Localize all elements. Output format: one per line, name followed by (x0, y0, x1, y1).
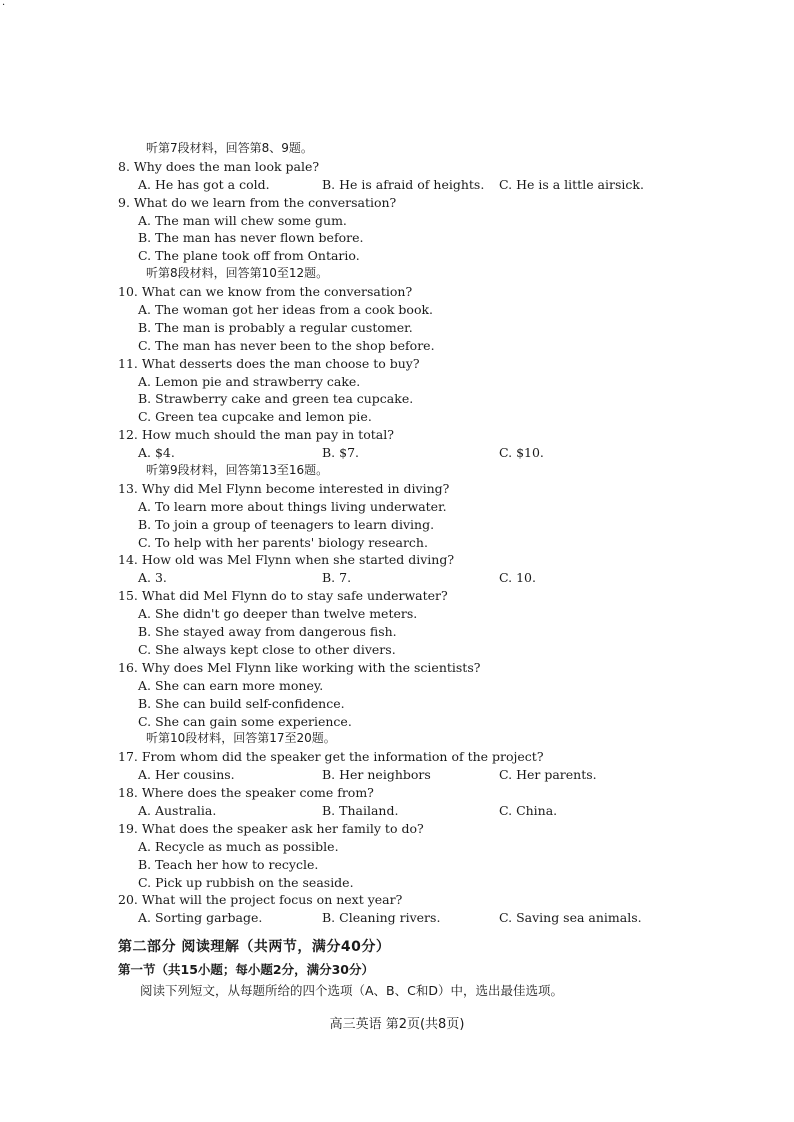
option-a: A. $4. (138, 445, 175, 461)
question-8-options (118, 176, 678, 194)
part-2-heading: 第二部分 阅读理解（共两节，满分40分） (118, 939, 391, 956)
question-11: 11. What desserts does the man choose to buy? (118, 355, 420, 371)
option-a: A. Her cousins. (138, 767, 235, 783)
option-c: C. She can gain some experience. (138, 713, 352, 729)
option-b: B. Thailand. (322, 802, 399, 818)
question-12-options (118, 444, 678, 462)
listening-section (118, 140, 678, 1001)
option-b: B. $7. (322, 445, 360, 461)
page-footer: 高三英语 第2页(共8页) (329, 1017, 465, 1032)
section-1-heading: 第一节（共15小题；每小题2分，满分30分） (118, 962, 374, 978)
option-b: B. The man is probably a regular customer. (138, 319, 413, 335)
option-b: B. Her neighbors (322, 767, 431, 783)
question-12: 12. How much should the man pay in total? (118, 427, 394, 443)
option-b: B. The man has never flown before. (138, 230, 364, 246)
instruction-passage-10: 听第10段材料，回答第17至20题。 (146, 731, 336, 746)
question-14: 14. How old was Mel Flynn when she started diving? (118, 552, 455, 568)
option-c: C. The plane took off from Ontario. (138, 248, 360, 264)
instruction-passage-9: 听第9段材料，回答第13至16题。 (146, 463, 329, 478)
section-1-instructions: 阅读下列短文，从每题所给的四个选项（A、B、C和D）中，选出最佳选项。 (140, 983, 563, 999)
corner-mark: · (2, 0, 6, 11)
option-c: C. $10. (499, 445, 544, 461)
option-a: A. To learn more about things living underwater. (138, 498, 447, 514)
option-b: B. She stayed away from dangerous fish. (138, 624, 397, 640)
question-14-options (118, 569, 678, 587)
question-20-options (118, 909, 678, 927)
instruction-passage-7: 听第7段材料，回答第8、9题。 (146, 141, 313, 155)
option-c: C. To help with her parents' biology research. (138, 534, 428, 550)
option-b: B. Teach her how to recycle. (138, 856, 319, 872)
question-9: 9. What do we learn from the conversation? (118, 194, 397, 210)
question-10: 10. What can we know from the conversation? (118, 284, 413, 300)
question-20: 20. What will the project focus on next year? (118, 892, 403, 908)
option-a: A. The woman got her ideas from a cook book. (138, 302, 434, 318)
question-15: 15. What did Mel Flynn do to stay safe underwater? (118, 588, 448, 604)
option-c: C. 10. (499, 570, 536, 586)
option-b: B. Cleaning rivers. (322, 910, 441, 926)
option-c: C. He is a little airsick. (499, 176, 644, 192)
question-17: 17. From whom did the speaker get the information of the project? (118, 749, 544, 765)
option-a: A. Sorting garbage. (138, 910, 263, 926)
option-c: C. Green tea cupcake and lemon pie. (138, 409, 372, 425)
question-16: 16. Why does Mel Flynn like working with the scientists? (118, 659, 481, 675)
option-c: C. China. (499, 802, 558, 818)
question-18: 18. Where does the speaker come from? (118, 785, 374, 801)
option-a: A. Recycle as much as possible. (138, 838, 339, 854)
option-b: B. He is afraid of heights. (322, 176, 485, 192)
option-a: A. The man will chew some gum. (138, 212, 347, 228)
option-c: C. She always kept close to other divers. (138, 641, 396, 657)
instruction-passage-8: 听第8段材料，回答第10至12题。 (146, 266, 329, 281)
option-c: C. Saving sea animals. (499, 910, 642, 926)
option-a: A. She didn't go deeper than twelve meters. (138, 606, 418, 622)
option-c: C. The man has never been to the shop before. (138, 337, 435, 353)
question-19: 19. What does the speaker ask her family to do? (118, 820, 424, 836)
option-b: B. Strawberry cake and green tea cupcake. (138, 391, 414, 407)
question-8: 8. Why does the man look pale? (118, 158, 320, 174)
option-c: C. Pick up rubbish on the seaside. (138, 874, 354, 890)
option-a: A. She can earn more money. (138, 677, 324, 693)
option-a: A. Australia. (138, 802, 217, 818)
option-a: A. Lemon pie and strawberry cake. (138, 373, 361, 389)
option-b: B. She can build self-confidence. (138, 695, 345, 711)
option-c: C. Her parents. (499, 767, 597, 783)
question-18-options (118, 802, 678, 820)
option-a: A. 3. (138, 570, 167, 586)
option-a: A. He has got a cold. (138, 176, 270, 192)
question-17-options (118, 766, 678, 784)
option-b: B. 7. (322, 570, 352, 586)
question-13: 13. Why did Mel Flynn become interested in diving? (118, 480, 450, 496)
option-b: B. To join a group of teenagers to learn diving. (138, 516, 435, 532)
